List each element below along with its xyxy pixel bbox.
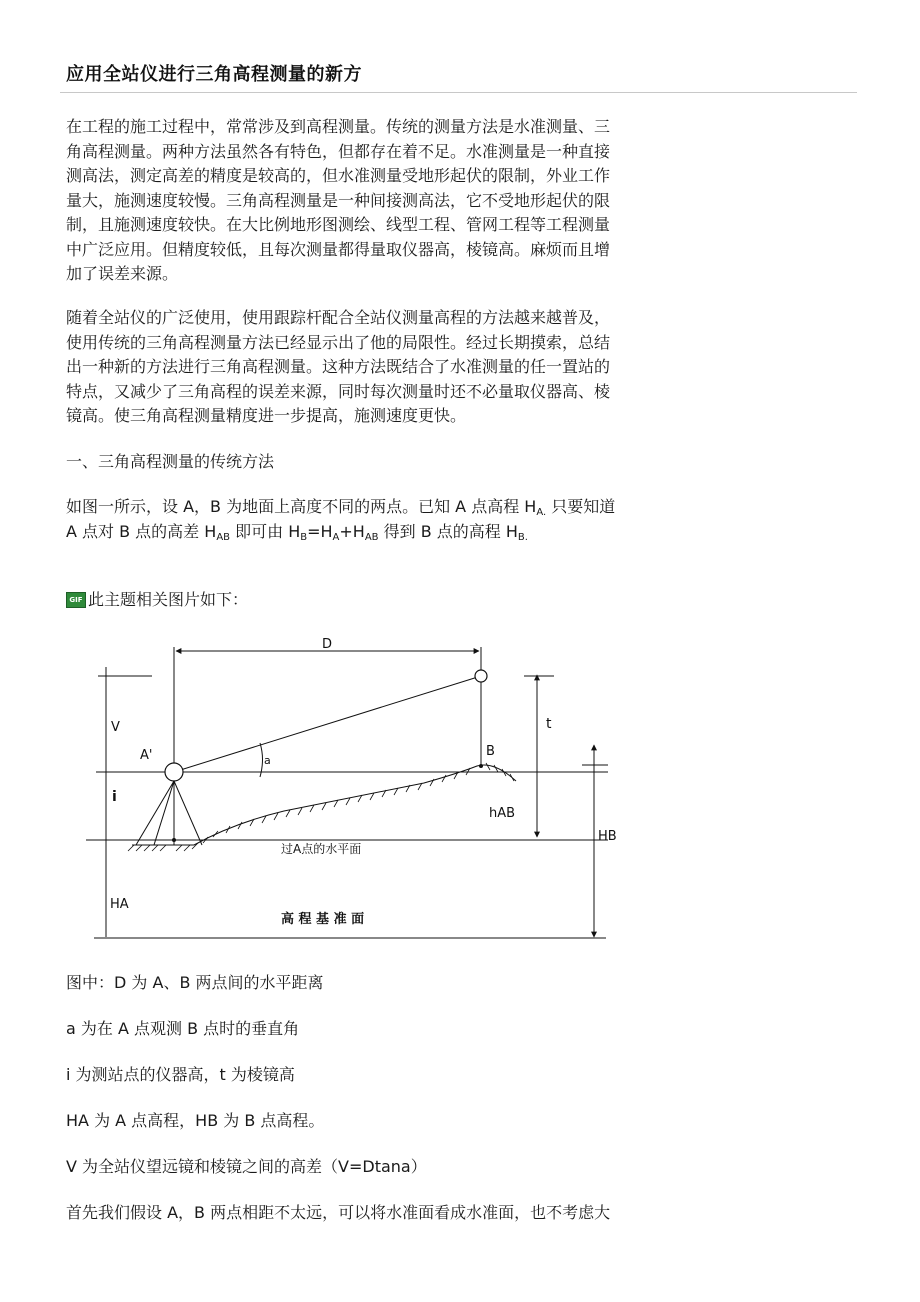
text-run: A 点对 B 点的高差 H <box>66 521 217 541</box>
section-heading: 一、三角高程测量的传统方法 <box>66 452 275 471</box>
paragraph-line <box>66 495 700 520</box>
trig-leveling-diagram <box>84 633 624 943</box>
paragraph-line: 角高程测量。两种方法虽然各有特色，但都存在着不足。水准测量是一种直接 <box>66 141 611 161</box>
second-paragraph <box>66 306 700 429</box>
text-run: 得到 B 点的高程 H <box>378 521 518 541</box>
title-divider <box>60 92 857 93</box>
label-horizontal-plane: 过A点的水平面 <box>281 842 362 856</box>
label-t: t <box>546 716 552 732</box>
text-run: 如图一所示，设 A，B 为地面上高度不同的两点。已知 A 点高程 H <box>66 497 537 516</box>
paragraph-line: 测高法，测定高差的精度是较高的，但水准测量受地形起伏的限制，外业工作 <box>66 166 611 185</box>
gif-image-icon[interactable]: GIF <box>66 592 86 608</box>
station-b-dot <box>479 764 483 768</box>
paragraph-line <box>66 520 700 545</box>
image-caption <box>66 589 248 611</box>
paragraph-line: 随着全站仪的广泛使用，使用跟踪杆配合全站仪测量高程的方法越来越普及， <box>66 308 611 327</box>
paragraph-line: 镜高。使三角高程测量精度进一步提高，施测速度更快。 <box>66 406 467 425</box>
text-run: 即可由 H <box>230 521 301 541</box>
sight-line <box>174 676 481 772</box>
label-ha: HA <box>110 897 129 912</box>
paragraph-line: 量大，施测速度较慢。三角高程测量是一种间接测高法，它不受地形起伏的限 <box>66 190 611 210</box>
paragraph-line: 使用传统的三角高程测量方法已经显示出了他的局限性。经过长期摸索，总结 <box>66 332 611 352</box>
tripod-leg <box>174 781 202 845</box>
method-paragraph <box>66 495 700 544</box>
paragraph-line: 制，且施测速度较快。在大比例地形图测绘、线型工程、管网工程等工程测量 <box>66 215 611 234</box>
legend-line: 图中：D 为 A、B 两点间的水平距离 <box>66 973 324 992</box>
label-datum-plane: 高 程 基 准 面 <box>281 912 365 927</box>
label-a-prime: A' <box>140 748 153 763</box>
instrument-circle <box>165 763 183 781</box>
label-angle-a: a <box>264 754 271 767</box>
station-a-dot <box>172 838 176 842</box>
paragraph-line: 出一种新的方法进行三角高程测量。这种方法既结合了水准测量的任一置站的 <box>66 357 611 376</box>
tripod-leg <box>154 781 174 845</box>
label-v: V <box>111 720 120 735</box>
subscript: AB <box>216 531 231 543</box>
ground-profile <box>132 765 516 845</box>
text-run: +H <box>339 521 365 541</box>
page-title: 应用全站仪进行三角高程测量的新方 <box>66 64 362 85</box>
paragraph-line: 在工程的施工过程中，常常涉及到高程测量。传统的测量方法是水准测量、三 <box>66 117 611 136</box>
subscript: B. <box>517 531 528 543</box>
text-run: 只要知道 <box>546 497 616 516</box>
legend-line: HA 为 A 点高程，HB 为 B 点高程。 <box>66 1111 325 1130</box>
label-i: i <box>112 789 117 805</box>
subscript: B <box>300 531 308 543</box>
paragraph-line: 加了误差来源。 <box>66 264 179 283</box>
subscript: A. <box>536 507 547 518</box>
tripod-leg <box>136 781 174 845</box>
label-b: B <box>486 744 495 759</box>
paragraph-line: 中广泛应用。但精度较低，且每次测量都得量取仪器高，棱镜高。麻烦而且增 <box>66 239 611 259</box>
label-d: D <box>322 637 333 652</box>
label-hab: hAB <box>489 806 516 821</box>
prism-circle <box>475 670 487 682</box>
subscript: AB <box>364 531 379 543</box>
label-hb: HB <box>598 829 617 844</box>
legend-line: V 为全站仪望远镜和棱镜之间的高差（V=Dtana） <box>66 1157 427 1176</box>
intro-paragraph <box>66 115 700 287</box>
subscript: A <box>332 531 340 543</box>
legend-line: i 为测站点的仪器高，t 为棱镜高 <box>66 1065 295 1084</box>
legend-line: a 为在 A 点观测 B 点时的垂直角 <box>66 1019 300 1038</box>
text-run: =H <box>307 521 333 541</box>
legend-line: 首先我们假设 A，B 两点相距不太远，可以将水准面看成水准面，也不考虑大 <box>66 1203 611 1222</box>
image-caption-text: 此主题相关图片如下： <box>88 590 249 609</box>
paragraph-line: 特点，又减少了三角高程的误差来源，同时每次测量时还不必量取仪器高、棱 <box>66 381 611 401</box>
